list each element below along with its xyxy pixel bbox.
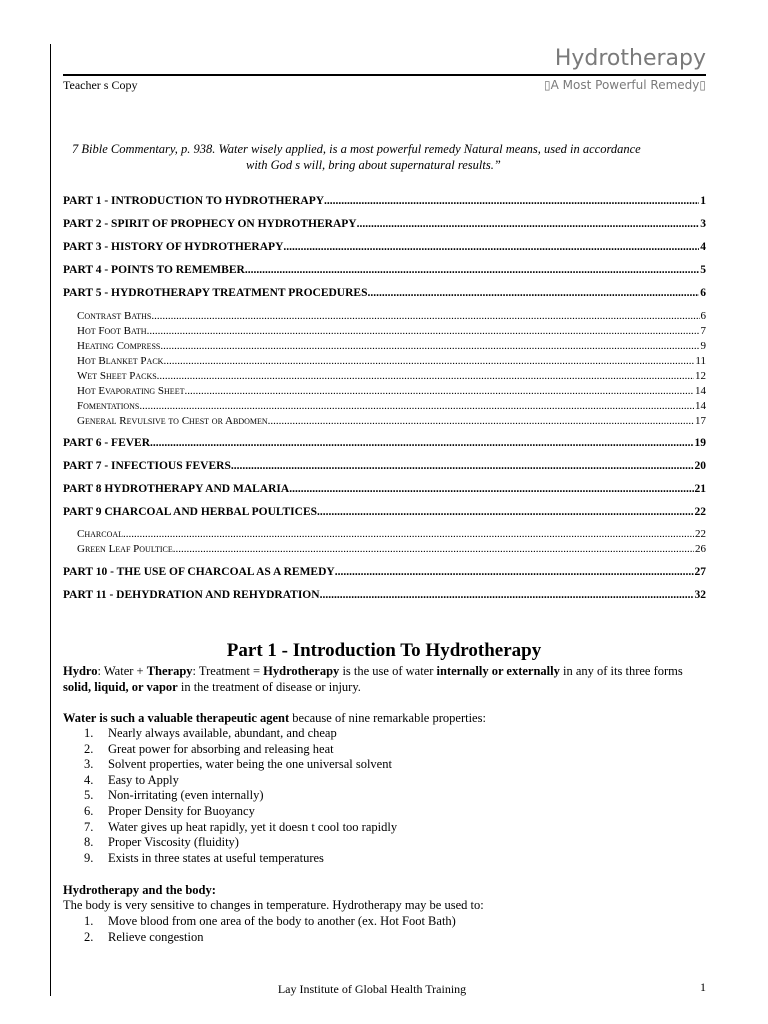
toc-entry-label: PART 6 - FEVER <box>63 437 151 449</box>
list-number: 7. <box>84 819 94 834</box>
toc-entry-page: 5 <box>700 264 706 276</box>
properties-heading: Water is such a valuable therapeutic agent <box>63 711 290 725</box>
toc-leader-dots <box>160 340 699 352</box>
toc-entry-label: PART 7 - INFECTIOUS FEVERS <box>63 460 231 472</box>
toc-entry[interactable] <box>63 218 706 230</box>
property-list-item <box>84 757 397 773</box>
toc-entry-label: Fomentations <box>77 400 140 412</box>
toc-leader-dots <box>184 385 694 397</box>
toc-entry-page: 19 <box>694 437 706 449</box>
toc-leader-dots <box>367 287 699 299</box>
placeholder-glyph-icon: ▯ <box>544 78 551 92</box>
toc-entry-label: PART 2 - SPIRIT OF PROPHECY ON HYDROTHERAPY <box>63 218 357 230</box>
list-item-text: Solvent properties, water being the one universal solvent <box>108 757 392 772</box>
toc-entry-label: PART 8 HYDROTHERAPY AND MALARIA <box>63 483 290 495</box>
toc-entry[interactable] <box>63 195 706 207</box>
toc-entry-page: 1 <box>700 195 706 207</box>
toc-entry-page: 26 <box>695 543 706 555</box>
toc-entry-page: 11 <box>695 355 706 367</box>
toc-leader-dots <box>320 589 694 601</box>
toc-entry-label: Green Leaf Poultice <box>77 543 173 555</box>
term-forms: solid, liquid, or vapor <box>63 679 178 694</box>
toc-entry[interactable] <box>63 460 706 472</box>
toc-leader-dots <box>231 460 694 472</box>
toc-leader-dots <box>283 241 699 253</box>
toc-entry-label: General Revulsive to Chest or Abdomen <box>77 415 268 427</box>
list-number: 2. <box>84 929 94 944</box>
list-number: 1. <box>84 726 94 740</box>
toc-entry-page: 22 <box>695 528 706 540</box>
toc-entry-page: 14 <box>695 385 706 397</box>
list-number: 5. <box>84 788 94 803</box>
intro-paragraph <box>63 664 709 695</box>
list-number: 6. <box>84 803 94 818</box>
toc-entry-page: 6 <box>700 287 706 299</box>
toc-entry-page: 3 <box>700 218 706 230</box>
toc-entry-label: PART 5 - HYDROTHERAPY TREATMENT PROCEDURES <box>63 287 368 299</box>
property-list-item <box>84 820 397 836</box>
toc-entry-label: PART 11 - DEHYDRATION AND REHYDRATION <box>63 589 320 601</box>
property-list-item <box>84 851 397 867</box>
property-list-item <box>84 773 397 789</box>
toc-leader-dots <box>245 264 699 276</box>
quote-line-2: with God s will, bring about supernatural results.” <box>246 158 501 172</box>
toc-entry[interactable] <box>77 543 706 555</box>
term-therapy: Therapy <box>146 664 193 678</box>
footer-text: Lay Institute of Global Health Training <box>277 982 467 996</box>
header-left-text: Teacher s Copy <box>63 78 138 92</box>
toc-leader-dots <box>335 566 694 578</box>
toc-entry-label: Charcoal <box>77 528 124 540</box>
toc-leader-dots <box>173 543 694 555</box>
toc-entry-page: 9 <box>700 340 706 352</box>
toc-entry-label: Hot Foot Bath <box>77 325 147 337</box>
toc-entry-label: Wet Sheet Packs <box>77 370 157 382</box>
toc-entry[interactable] <box>63 589 706 601</box>
term-hydro: Hydro <box>63 664 98 678</box>
header-rule <box>63 74 706 76</box>
toc-entry[interactable] <box>77 400 706 412</box>
list-number: 9. <box>84 850 94 865</box>
term-internally: internally or externally <box>436 664 560 678</box>
placeholder-glyph-icon: ▯ <box>699 78 706 92</box>
page-number: 1 <box>700 980 706 994</box>
list-item-text: Proper Density for Buoyancy <box>108 803 255 818</box>
toc-leader-dots <box>289 483 693 495</box>
body-heading <box>63 883 709 899</box>
toc-entry[interactable] <box>77 340 706 352</box>
property-list-item <box>84 726 397 742</box>
property-list-item <box>84 835 397 851</box>
toc-leader-dots <box>139 400 694 412</box>
toc-entry[interactable] <box>63 437 706 449</box>
toc-entry-page: 22 <box>694 506 706 518</box>
toc-leader-dots <box>324 195 699 207</box>
toc-entry-label: PART 3 - HISTORY OF HYDROTHERAPY <box>63 241 284 253</box>
toc-entry[interactable] <box>63 241 706 253</box>
list-number: 8. <box>84 835 94 850</box>
toc-entry[interactable] <box>63 287 706 299</box>
intro-text: is the use of water <box>339 664 437 678</box>
toc-entry-label: Heating Compress <box>77 340 161 352</box>
toc-entry-page: 20 <box>694 460 706 472</box>
toc-entry-page: 32 <box>694 589 706 601</box>
toc-entry-page: 17 <box>695 415 706 427</box>
intro-text: in any of its three forms <box>559 664 683 678</box>
header-right-text <box>544 78 706 92</box>
property-list-item <box>84 804 397 820</box>
toc-entry-label: PART 1 - INTRODUCTION TO HYDROTHERAPY <box>63 195 325 207</box>
toc-leader-dots <box>357 218 700 230</box>
toc-entry-page: 12 <box>695 370 706 382</box>
toc-entry-label: Contrast Baths <box>77 310 152 322</box>
toc-entry-label: PART 10 - THE USE OF CHARCOAL AS A REMEDY <box>63 566 335 578</box>
toc-entry-label: PART 9 CHARCOAL AND HERBAL POULTICES <box>63 506 318 518</box>
header-title: Hydrotherapy <box>554 46 706 71</box>
list-item-text: Non-irritating (even internally) <box>108 788 264 803</box>
toc-entry[interactable] <box>77 325 706 337</box>
intro-text: : Water + <box>97 664 147 678</box>
toc-entry-page: 6 <box>700 310 706 322</box>
properties-intro <box>63 711 709 727</box>
toc-entry[interactable] <box>63 264 706 276</box>
toc-entry[interactable] <box>77 385 706 397</box>
properties-intro-text: because of nine remarkable properties: <box>289 711 486 725</box>
list-item-text: Proper Viscosity (fluidity) <box>108 835 239 850</box>
toc-entry-label: Hot Blanket Pack <box>77 355 164 367</box>
toc-entry-label: PART 4 - POINTS TO REMEMBER <box>63 264 245 276</box>
toc-entry[interactable] <box>77 310 706 322</box>
body-heading-text: Hydrotherapy and the body: <box>63 883 216 897</box>
uses-list <box>84 914 456 945</box>
toc-leader-dots <box>147 325 700 337</box>
toc-entry-page: 21 <box>694 483 706 495</box>
list-number: 4. <box>84 772 94 787</box>
toc-entry-page: 27 <box>694 566 706 578</box>
quote-line-1: 7 Bible Commentary, p. 938. Water wisely applied, is a most powerful remedy Natural means, used in accordance <box>72 142 641 156</box>
toc-entry[interactable] <box>63 566 706 578</box>
list-item-text: Water gives up heat rapidly, yet it doesn t cool too rapidly <box>108 819 398 834</box>
epigraph-quote <box>72 141 712 173</box>
toc-leader-dots <box>317 506 693 518</box>
section-title: Part 1 - Introduction To Hydrotherapy <box>226 640 542 661</box>
properties-list <box>84 726 397 866</box>
list-number: 2. <box>84 741 94 756</box>
toc-entry[interactable] <box>77 355 706 367</box>
term-hydrotherapy: Hydrotherapy <box>263 664 340 678</box>
toc-entry-page: 7 <box>700 325 706 337</box>
toc-leader-dots <box>157 370 694 382</box>
list-item-text: Exists in three states at useful temperatures <box>108 850 324 865</box>
toc-entry[interactable] <box>63 506 706 518</box>
toc-entry-page: 14 <box>695 400 706 412</box>
body-text: The body is very sensitive to changes in temperature. Hydrotherapy may be used to: <box>63 898 484 912</box>
use-list-item <box>84 914 456 930</box>
list-item-text: Nearly always available, abundant, and cheap <box>108 726 337 740</box>
header-subtitle: A Most Powerful Remedy <box>550 78 700 92</box>
toc-entry[interactable] <box>77 415 706 427</box>
toc-leader-dots <box>123 528 694 540</box>
toc-leader-dots <box>268 415 694 427</box>
intro-text: : Treatment = <box>192 664 264 678</box>
list-number: 3. <box>84 757 94 772</box>
intro-text: in the treatment of disease or injury. <box>177 679 361 694</box>
use-list-item <box>84 930 456 946</box>
toc-entry[interactable] <box>77 370 706 382</box>
toc-leader-dots <box>163 355 694 367</box>
list-item-text: Move blood from one area of the body to another (ex. Hot Foot Bath) <box>108 914 456 928</box>
list-item-text: Great power for absorbing and releasing heat <box>108 741 334 756</box>
list-item-text: Easy to Apply <box>108 772 179 787</box>
list-item-text: Relieve congestion <box>108 929 204 944</box>
list-number: 1. <box>84 914 94 928</box>
left-margin-rule <box>50 44 51 996</box>
toc-leader-dots <box>150 437 693 449</box>
toc-leader-dots <box>151 310 699 322</box>
toc-entry-label: Hot Evaporating Sheet <box>77 385 185 397</box>
toc-entry[interactable] <box>77 528 706 540</box>
property-list-item <box>84 742 397 758</box>
property-list-item <box>84 788 397 804</box>
toc-entry[interactable] <box>63 483 706 495</box>
toc-entry-page: 4 <box>700 241 706 253</box>
